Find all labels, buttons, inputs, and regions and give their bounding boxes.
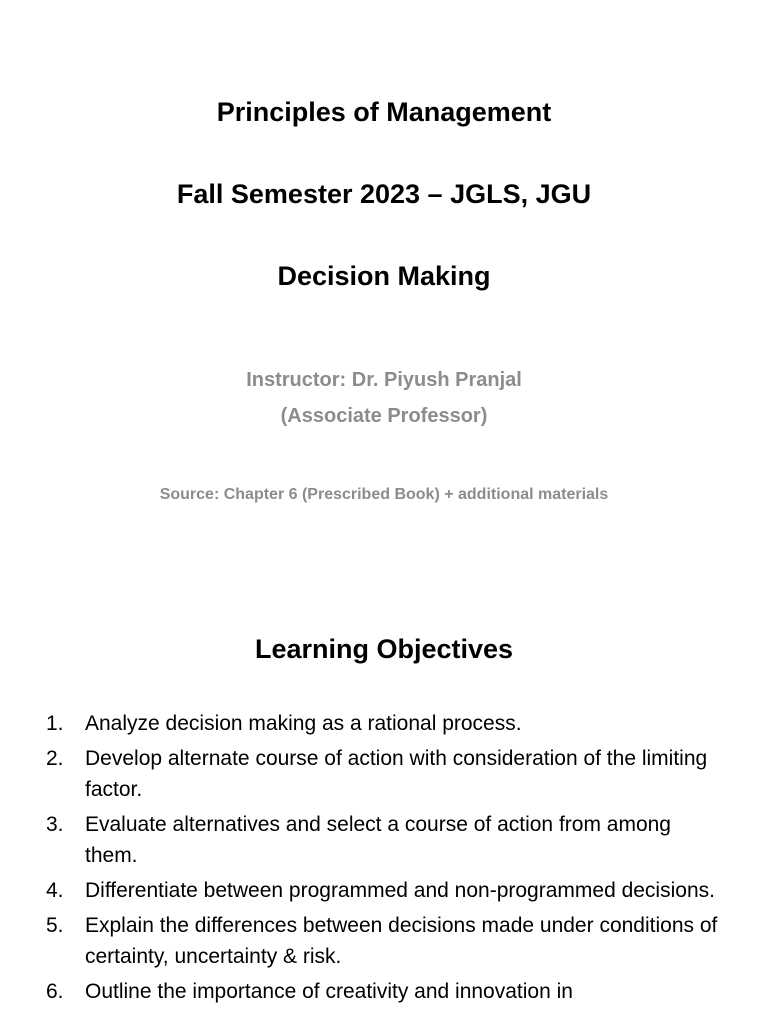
- list-item: [0, 708, 768, 739]
- list-item: [0, 875, 768, 906]
- item-text: Analyze decision making as a rational process.: [85, 712, 522, 735]
- instructor-block: [0, 362, 768, 434]
- semester-line: Fall Semester 2023 – JGLS, JGU: [176, 179, 592, 209]
- item-text: Evaluate alternatives and select a course of action from among them.: [85, 813, 671, 867]
- item-number: 2.: [46, 747, 64, 770]
- instructor-designation: (Associate Professor): [280, 405, 488, 427]
- objectives-heading: Learning Objectives: [254, 634, 514, 664]
- list-item: [0, 743, 768, 805]
- objectives-slide: [0, 580, 768, 1024]
- item-text: Outline the importance of creativity and innovation in: [85, 980, 573, 1003]
- item-number: 4.: [46, 879, 64, 902]
- instructor-name: Instructor: Dr. Piyush Pranjal: [246, 369, 522, 391]
- item-text: Differentiate between programmed and non-programmed decisions.: [85, 879, 715, 902]
- objectives-list: [0, 708, 768, 1011]
- list-item: [0, 976, 768, 1007]
- topic-title: Decision Making: [277, 261, 491, 291]
- list-item: [0, 910, 768, 972]
- list-item: [0, 809, 768, 871]
- item-text: Develop alternate course of action with consideration of the limiting factor.: [85, 747, 708, 801]
- item-number: 5.: [46, 914, 64, 937]
- item-text: Explain the differences between decisions made under conditions of certainty, uncertainty & risk.: [85, 914, 718, 968]
- source-note: Source: Chapter 6 (Prescribed Book) + additional materials: [159, 486, 609, 503]
- item-number: 1.: [46, 712, 64, 735]
- item-number: 3.: [46, 813, 64, 836]
- course-title: Principles of Management: [216, 97, 552, 127]
- item-number: 6.: [46, 980, 64, 1003]
